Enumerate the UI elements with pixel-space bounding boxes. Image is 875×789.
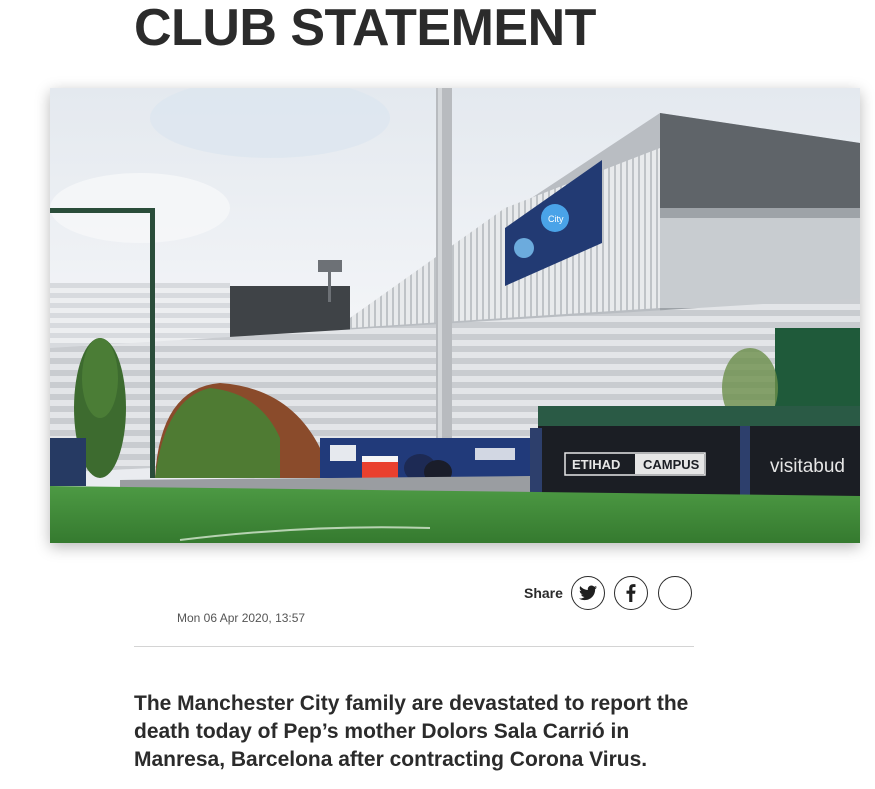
article-date: Mon 06 Apr 2020, 13:57: [177, 611, 306, 625]
share-twitter-button[interactable]: [571, 576, 605, 610]
facebook-icon: [626, 584, 636, 602]
twitter-icon: [579, 585, 597, 601]
divider: [134, 646, 694, 647]
article-headline: CLUB STATEMENT: [134, 0, 596, 57]
article-lead: The Manchester City family are devastated to report the death today of Pep’s mother Dolors Sala Carrió in Manresa, Barcelona after contracting Corona Virus.: [134, 692, 689, 771]
share-facebook-button[interactable]: [614, 576, 648, 610]
hero-image: [50, 88, 860, 543]
visit-sign-text: visitabud: [770, 456, 845, 477]
etihad-sign-text: ETIHAD: [572, 457, 621, 472]
campus-sign-text: CAMPUS: [643, 457, 700, 472]
city-sign-text: City: [548, 214, 564, 224]
share-label: Share: [524, 585, 563, 601]
share-more-button[interactable]: [658, 576, 692, 610]
